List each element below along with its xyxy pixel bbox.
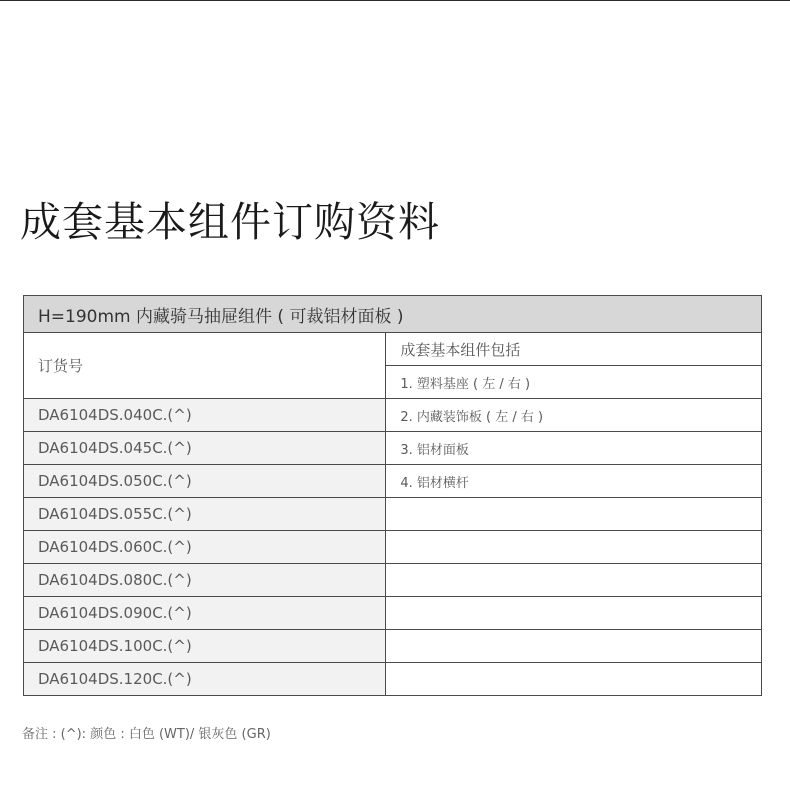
component-cell: 3. 铝材面板 (386, 432, 762, 465)
empty-cell (386, 531, 762, 564)
table-row (24, 399, 762, 432)
order-number-cell: DA6104DS.040C.(^) (24, 399, 386, 432)
table-header: H=190mm 内藏骑马抽屉组件 ( 可裁铝材面板 ) (24, 296, 762, 333)
table-row (24, 663, 762, 696)
empty-cell (386, 630, 762, 663)
empty-cell (386, 663, 762, 696)
empty-cell (386, 564, 762, 597)
components-included-label: 成套基本组件包括 (386, 333, 762, 366)
order-number-cell: DA6104DS.090C.(^) (24, 597, 386, 630)
page-title: 成套基本组件订购资料 (20, 198, 440, 246)
footnote: 备注 : (^): 颜色 : 白色 (WT)/ 银灰色 (GR) (22, 727, 271, 742)
table-row (24, 531, 762, 564)
order-number-cell: DA6104DS.045C.(^) (24, 432, 386, 465)
table-row (24, 630, 762, 663)
table-row (24, 564, 762, 597)
empty-cell (386, 597, 762, 630)
order-number-cell: DA6104DS.060C.(^) (24, 531, 386, 564)
component-cell: 1. 塑料基座 ( 左 / 右 ) (386, 366, 762, 399)
order-number-cell: DA6104DS.120C.(^) (24, 663, 386, 696)
table-row (24, 465, 762, 498)
table-row (24, 333, 762, 366)
table-header-row (24, 296, 762, 333)
order-number-column-label: 订货号 (24, 333, 386, 399)
ordering-table (23, 295, 762, 696)
empty-cell (386, 498, 762, 531)
order-number-cell: DA6104DS.050C.(^) (24, 465, 386, 498)
order-number-cell: DA6104DS.080C.(^) (24, 564, 386, 597)
order-number-cell: DA6104DS.055C.(^) (24, 498, 386, 531)
component-cell: 4. 铝材横杆 (386, 465, 762, 498)
table-row (24, 498, 762, 531)
table-row (24, 597, 762, 630)
order-number-cell: DA6104DS.100C.(^) (24, 630, 386, 663)
table-row (24, 432, 762, 465)
top-divider (0, 0, 790, 1)
component-cell: 2. 内藏装饰板 ( 左 / 右 ) (386, 399, 762, 432)
